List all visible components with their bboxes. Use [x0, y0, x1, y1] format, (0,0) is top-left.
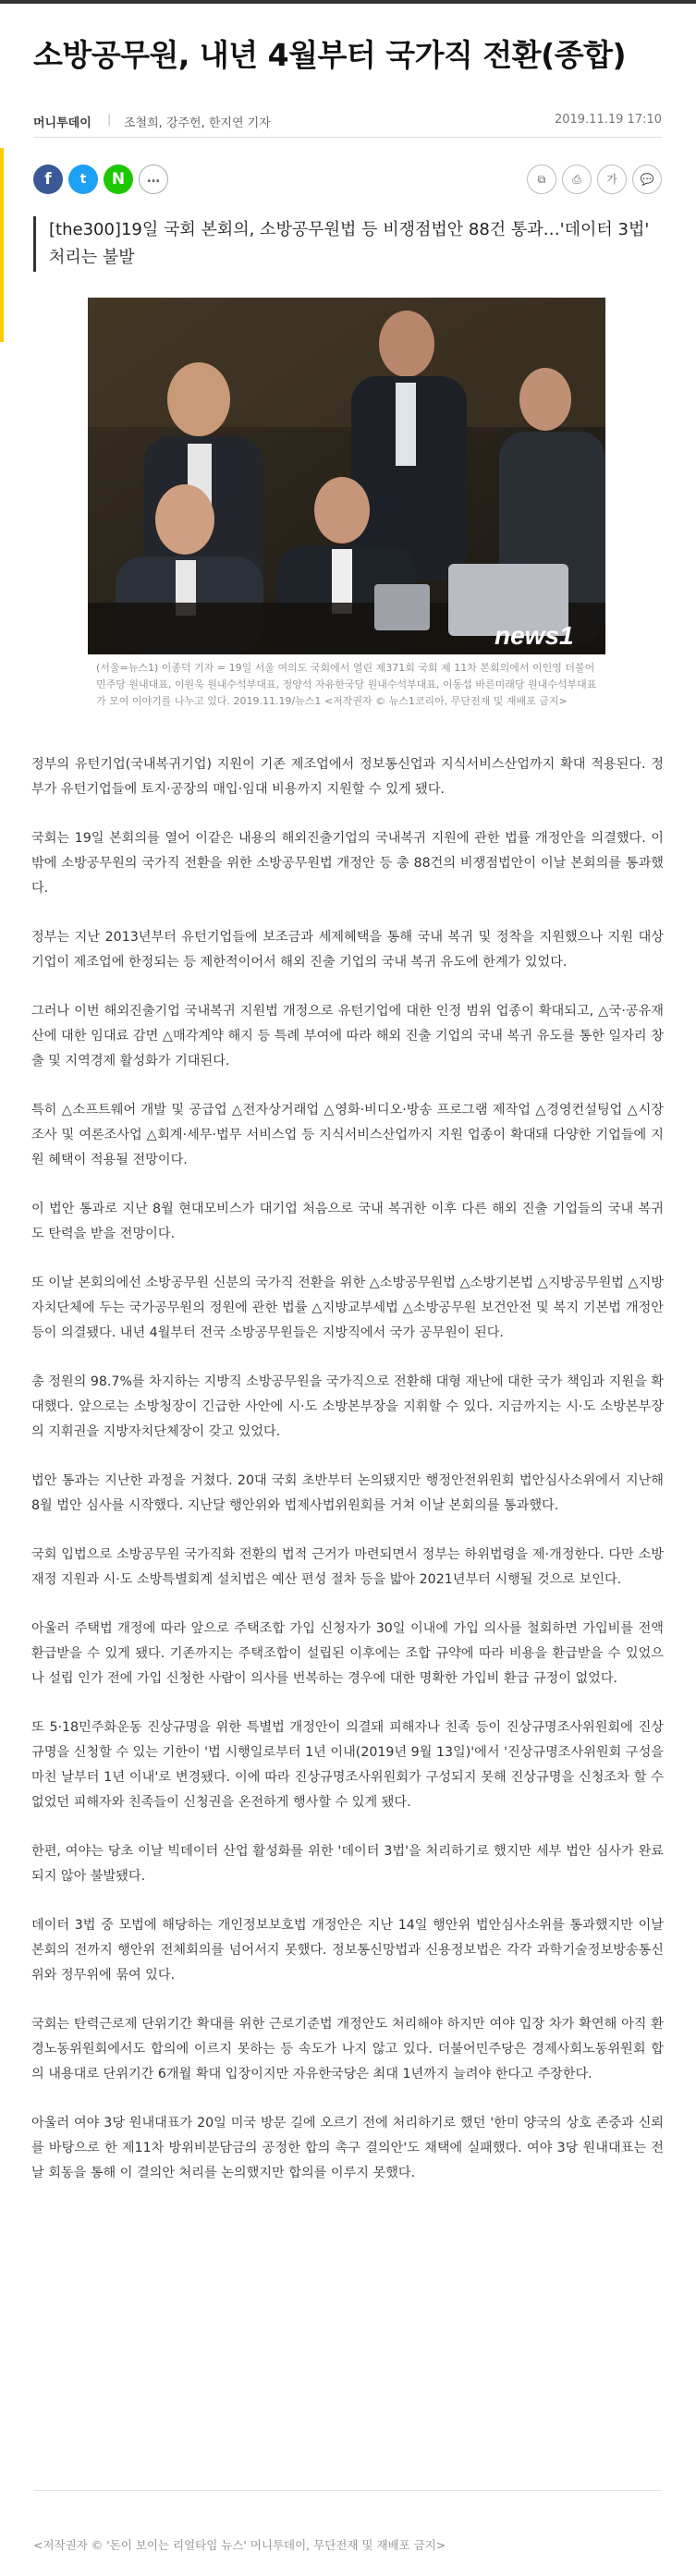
more-share-icon[interactable]: …	[139, 165, 168, 194]
print-icon[interactable]: ⎙	[562, 165, 592, 194]
copyright-divider	[33, 2490, 662, 2491]
publish-date: 2019.11.19 17:10	[554, 113, 662, 127]
twitter-share-icon[interactable]: t	[68, 165, 98, 194]
font-size-icon[interactable]: 가	[597, 165, 627, 194]
photo-caption: (서울=뉴스1) 이종덕 기자 = 19일 서울 여의도 국회에서 열린 제371회 국회 제 11차 본회의에서 이인영 더불어민주당 원내대표, 이원욱 원내수석부대표, 정양석 자유한국당 원내수석부대표, 이동섭 바른미래당 원내수석부대표가 모여 이야기를 나누고 있다. 2019.11.19/뉴스1 <저작권자 © 뉴스1코리아, 무단전재 및 재배포 금지>	[96, 662, 597, 707]
comment-icon[interactable]: 💬	[632, 165, 662, 194]
article-summary	[33, 216, 662, 272]
body-paragraph: 법안 통과는 지난한 과정을 거쳤다. 20대 국회 초반부터 논의됐지만 행정안전위원회 법안심사소위에서 지난해 8월 법안 심사를 시작했다. 지난달 행안위와 법제사법위원회를 거쳐 이날 본회의를 통과했다.	[31, 1473, 664, 1513]
article-meta	[33, 104, 662, 137]
copyright-notice: <저작권자 © '돈이 보이는 리얼타임 뉴스' 머니투데이, 무단전재 및 재배포 금지>	[33, 2538, 446, 2552]
body-paragraph: 한편, 여야는 당초 이날 빅데이터 산업 활성화를 위한 '데이터 3법'을 처리하기로 했지만 세부 법안 심사가 완료되지 않아 불발됐다.	[31, 1844, 664, 1884]
copy-icon[interactable]: ⧉	[527, 165, 556, 194]
body-paragraph: 국회는 탄력근로제 단위기간 확대를 위한 근로기준법 개정안도 처리해야 하지만 여야 입장 차가 확연해 아직 환경노동위원회에서도 합의에 이르지 못하는 등 속도가 나지 않고 있다. 더불어민주당은 경제사회노동위원회 합의 내용대로 단위기간 6개월 확대 입장이지만 자유한국당은 최대 1년까지 늘려야 한다고 주장한다.	[31, 2017, 664, 2082]
body-paragraph: 아울러 여야 3당 원내대표가 20일 미국 방문 길에 오르기 전에 처리하기로 했던 '한미 양국의 상호 존중과 신뢰를 바탕으로 한 제11차 방위비분담금의 공정한 합의 촉구 결의안'도 채택에 실패했다. 여야 3당 원내대표는 전날 회동을 통해 이 결의안 처리를 논의했지만 합의를 이루지 못했다.	[31, 2116, 664, 2180]
top-rule	[0, 0, 696, 4]
body-paragraph: 또 이날 본회의에선 소방공무원 신분의 국가직 전환을 위한 △소방공무원법 △소방기본법 △지방공무원법 △지방자치단체에 두는 국가공무원의 정원에 관한 법률 △지방교부세법 △소방공무원 보건안전 및 복지 기본법 개정안 등이 의결됐다. 내년 4월부터 전국 소방공무원들은 지방직에서 국가 공무원이 된다.	[31, 1276, 664, 1340]
body-paragraph: 국회는 19일 본회의를 열어 이같은 내용의 해외진출기업의 국내복귀 지원에 관한 법률 개정안을 의결했다. 이 밖에 소방공무원의 국가직 전환을 위한 소방공무원법 개정안 등 총 88건의 비쟁점법안이 이날 본회의를 통과했다.	[31, 831, 664, 896]
article-body	[31, 752, 664, 2210]
body-paragraph: 아울러 주택법 개정에 따라 앞으로 주택조합 가입 신청자가 30일 이내에 가입 의사를 철회하면 가입비를 전액 환급받을 수 있게 됐다. 기존까지는 주택조합이 설립된 이후에는 조합 규약에 따라 비용을 환급받을 수 있었으나 설립 인가 전에 가입 신청한 사람이 의사를 번복하는 경우에 대한 명확한 가입비 환급 규정이 없었다.	[31, 1621, 664, 1686]
body-paragraph: 총 정원의 98.7%를 차지하는 지방직 소방공무원을 국가직으로 전환해 대형 재난에 대한 국가 책임과 지원을 확대했다. 앞으로는 소방청장이 긴급한 사안에 시·도 소방본부장을 지휘할 수 있다. 지금까지는 시·도 소방본부장의 지휘권을 지방자치단체장이 갖고 있었다.	[31, 1374, 664, 1439]
body-paragraph: 이 법안 통과로 지난 8월 현대모비스가 대기업 처음으로 국내 복귀한 이후 다른 해외 진출 기업들의 국내 복귀도 탄력을 받을 전망이다.	[31, 1202, 664, 1241]
article-photo	[88, 298, 605, 654]
meta-separator: |	[107, 113, 112, 127]
body-paragraph: 특히 △소프트웨어 개발 및 공급업 △전자상거래업 △영화·비디오·방송 프로그램 제작업 △경영컨설팅업 △시장조사 및 여론조사업 △회계·세무·법무 서비스업 등 지식서비스산업까지 지원 업종이 확대돼 다양한 기업들에 지원 혜택이 적용될 전망이다.	[31, 1103, 664, 1167]
news1-watermark: news1	[495, 621, 574, 650]
reporter-names: 조철희, 강주헌, 한지연 기자	[124, 116, 271, 130]
body-paragraph: 국회 입법으로 소방공무원 국가직화 전환의 법적 근거가 마련되면서 정부는 하위법령을 제·개정한다. 다만 소방재정 지원과 시·도 소방특별회계 설치법은 예산 편성 절차 등을 밟아 2021년부터 시행될 것으로 보인다.	[31, 1547, 664, 1587]
body-paragraph: 또 5·18민주화운동 진상규명을 위한 특별법 개정안이 의결돼 피해자나 친족 등이 진상규명조사위원회에 진상규명을 신청할 수 있는 기한이 '법 시행일로부터 1년 이내(2019년 9월 13일)'에서 '진상규명조사위원회 구성을 마친 날부터 1년 이내'로 변경됐다. 이에 따라 진상규명조사위원회가 구성되지 못해 진상규명을 신청조차 할 수 없었던 피해자와 친족들이 신청권을 온전하게 행사할 수 있게 됐다.	[31, 1720, 664, 1810]
facebook-share-icon[interactable]: f	[33, 165, 63, 194]
summary-text: [the300]19일 국회 본회의, 소방공무원법 등 비쟁점법안 88건 통과…'데이터 3법' 처리는 불발	[49, 220, 650, 267]
body-paragraph: 그러나 이번 해외진출기업 국내복귀 지원법 개정으로 유턴기업에 대한 인정 범위 업종이 확대되고, △국·공유재산에 대한 임대료 감면 △매각계약 해지 등 특례 부여에 따라 해외 진출 기업의 국내 복귀 유도를 통한 일자리 창출 및 지역경제 활성화가 기대된다.	[31, 1004, 664, 1068]
naver-share-icon[interactable]: N	[104, 165, 133, 194]
article-title: 소방공무원, 내년 4월부터 국가직 전환(종합)	[33, 37, 627, 73]
body-paragraph: 데이터 3법 중 모법에 해당하는 개인정보보호법 개정안은 지난 14일 행안위 법안심사소위를 통과했지만 이날 본회의 전까지 행안위 전체회의를 넘어서지 못했다. 정보통신망법과 신용정보법은 각각 과학기술정보방송통신위와 정무위에 묶여 있다.	[31, 1918, 664, 1983]
press-name[interactable]: 머니투데이	[33, 116, 92, 130]
body-paragraph: 정부는 지난 2013년부터 유턴기업들에 보조금과 세제혜택을 통해 국내 복귀 및 정착을 지원했으나 지원 대상 기업이 제조업에 한정되는 등 제한적이어서 해외 진출 기업의 국내 복귀 유도에 한계가 있었다.	[31, 930, 664, 970]
meta-divider	[33, 137, 662, 138]
body-paragraph: 정부의 유턴기업(국내복귀기업) 지원이 기존 제조업에서 정보통신업과 지식서비스산업까지 확대 적용된다. 정부가 유턴기업들에 토지·공장의 매입·임대 비용까지 지원할 수 있게 됐다.	[31, 757, 664, 797]
side-tab[interactable]	[0, 148, 4, 342]
